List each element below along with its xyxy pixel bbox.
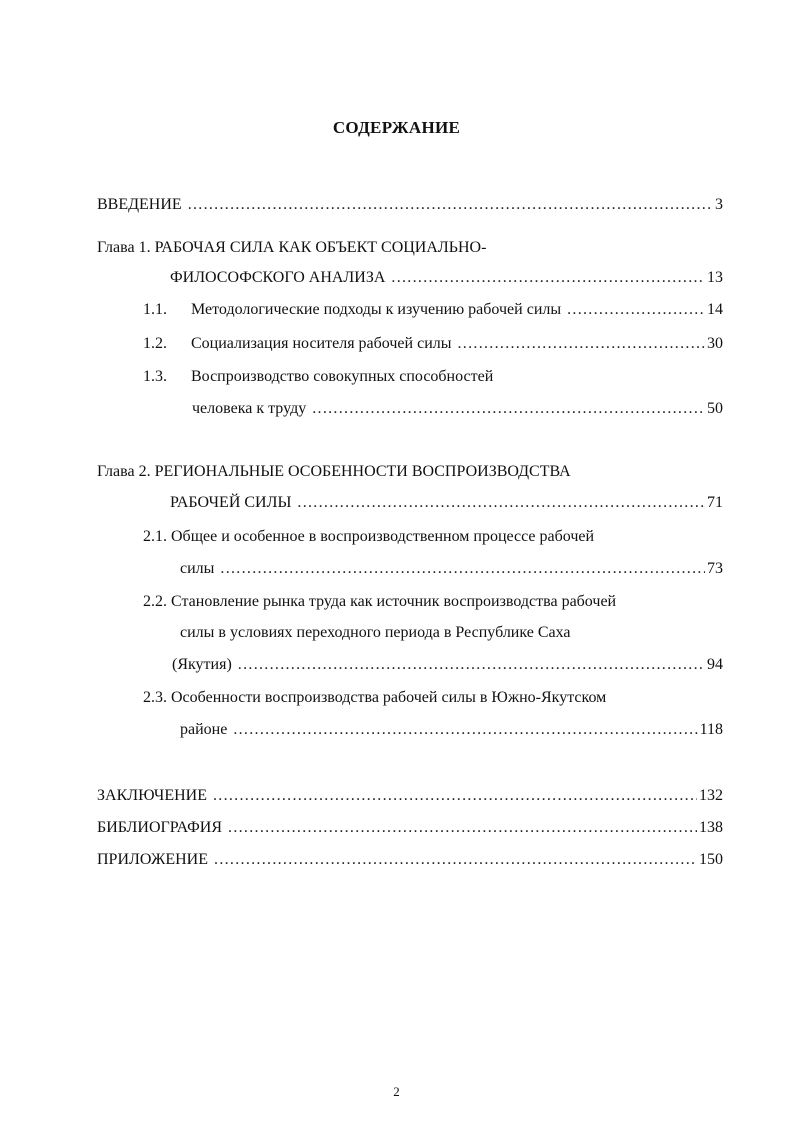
- toc-entry-label: силы: [180, 560, 215, 577]
- toc-entry-label: ФИЛОСОФСКОГО АНАЛИЗА: [170, 269, 386, 286]
- toc-entry-section-1-1: [143, 300, 723, 320]
- section-2-2-line1: 2.2. Становление рынка труда как источник воспроизводства рабочей: [143, 593, 617, 610]
- toc-entry-page: 3: [715, 196, 723, 213]
- dot-leader: [391, 268, 705, 288]
- toc-entry-page: 50: [707, 400, 723, 417]
- toc-entry-label: Методологические подходы к изучению рабочей силы: [191, 301, 562, 318]
- chapter-2-heading-line1: Глава 2. РЕГИОНАЛЬНЫЕ ОСОБЕННОСТИ ВОСПРОИЗВОДСТВА: [97, 463, 571, 480]
- dot-leader: [228, 818, 697, 838]
- toc-entry-label: (Якутия): [172, 656, 232, 673]
- page-title: СОДЕРЖАНИЕ: [332, 118, 461, 137]
- section-number: 1.1.: [143, 301, 167, 318]
- toc-entry-bibliography: [97, 818, 723, 838]
- toc-entry-section-2-1: [180, 559, 723, 579]
- dot-leader: [312, 399, 705, 419]
- section-1-3-line1: [143, 367, 493, 387]
- chapter-1-heading-line1: Глава 1. РАБОЧАЯ СИЛА КАК ОБЪЕКТ СОЦИАЛЬНО-: [97, 239, 487, 256]
- toc-entry-page: 150: [699, 851, 723, 868]
- section-2-2-line2: силы в условиях переходного периода в Республике Саха: [180, 624, 571, 641]
- dot-leader: [238, 655, 705, 675]
- toc-entry-label: БИБЛИОГРАФИЯ: [97, 819, 223, 836]
- dot-leader: [567, 300, 705, 320]
- section-2-1-line1: 2.1. Общее и особенное в воспроизводственном процессе рабочей: [143, 528, 595, 545]
- toc-entry-page: 30: [707, 335, 723, 352]
- toc-entry-page: 138: [699, 819, 723, 836]
- section-number: 1.2.: [143, 335, 167, 352]
- dot-leader: [297, 493, 705, 513]
- section-2-3-line1: 2.3. Особенности воспроизводства рабочей силы в Южно-Якутском: [143, 689, 607, 706]
- toc-entry-label: ВВЕДЕНИЕ: [97, 196, 182, 213]
- dot-leader: [233, 720, 697, 740]
- toc-entry-chapter-2: [170, 493, 723, 513]
- toc-entry-label: РАБОЧЕЙ СИЛЫ: [170, 494, 292, 511]
- toc-entry-section-1-2: [143, 334, 723, 354]
- toc-entry-intro: [97, 195, 723, 215]
- dot-leader: [188, 195, 713, 215]
- toc-entry-section-1-3: [192, 399, 723, 419]
- toc-entry-page: 118: [699, 721, 723, 738]
- dot-leader: [213, 786, 697, 806]
- toc-entry-page: 132: [699, 787, 723, 804]
- dot-leader: [214, 850, 697, 870]
- page-number: 2: [393, 1084, 400, 1099]
- toc-entry-label: человека к труду: [192, 400, 307, 417]
- toc-entry-label: ЗАКЛЮЧЕНИЕ: [97, 787, 207, 804]
- toc-entry-page: 14: [707, 301, 723, 318]
- toc-entry-appendix: [97, 850, 723, 870]
- toc-entry-label: районе: [180, 721, 228, 738]
- toc-entry-conclusion: [97, 786, 723, 806]
- toc-entry-page: 73: [707, 560, 723, 577]
- dot-leader: [458, 334, 706, 354]
- toc-entry-label: ПРИЛОЖЕНИЕ: [97, 851, 209, 868]
- toc-entry-chapter-1: [170, 268, 723, 288]
- toc-entry-label: Воспроизводство совокупных способностей: [191, 368, 494, 385]
- toc-entry-page: 71: [707, 494, 723, 511]
- toc-entry-section-2-2: [172, 655, 723, 675]
- section-number: 1.3.: [143, 368, 167, 385]
- dot-leader: [220, 559, 705, 579]
- toc-entry-page: 13: [707, 269, 723, 286]
- toc-entry-page: 94: [707, 656, 723, 673]
- toc-entry-section-2-3: [180, 720, 723, 740]
- toc-entry-label: Социализация носителя рабочей силы: [191, 335, 452, 352]
